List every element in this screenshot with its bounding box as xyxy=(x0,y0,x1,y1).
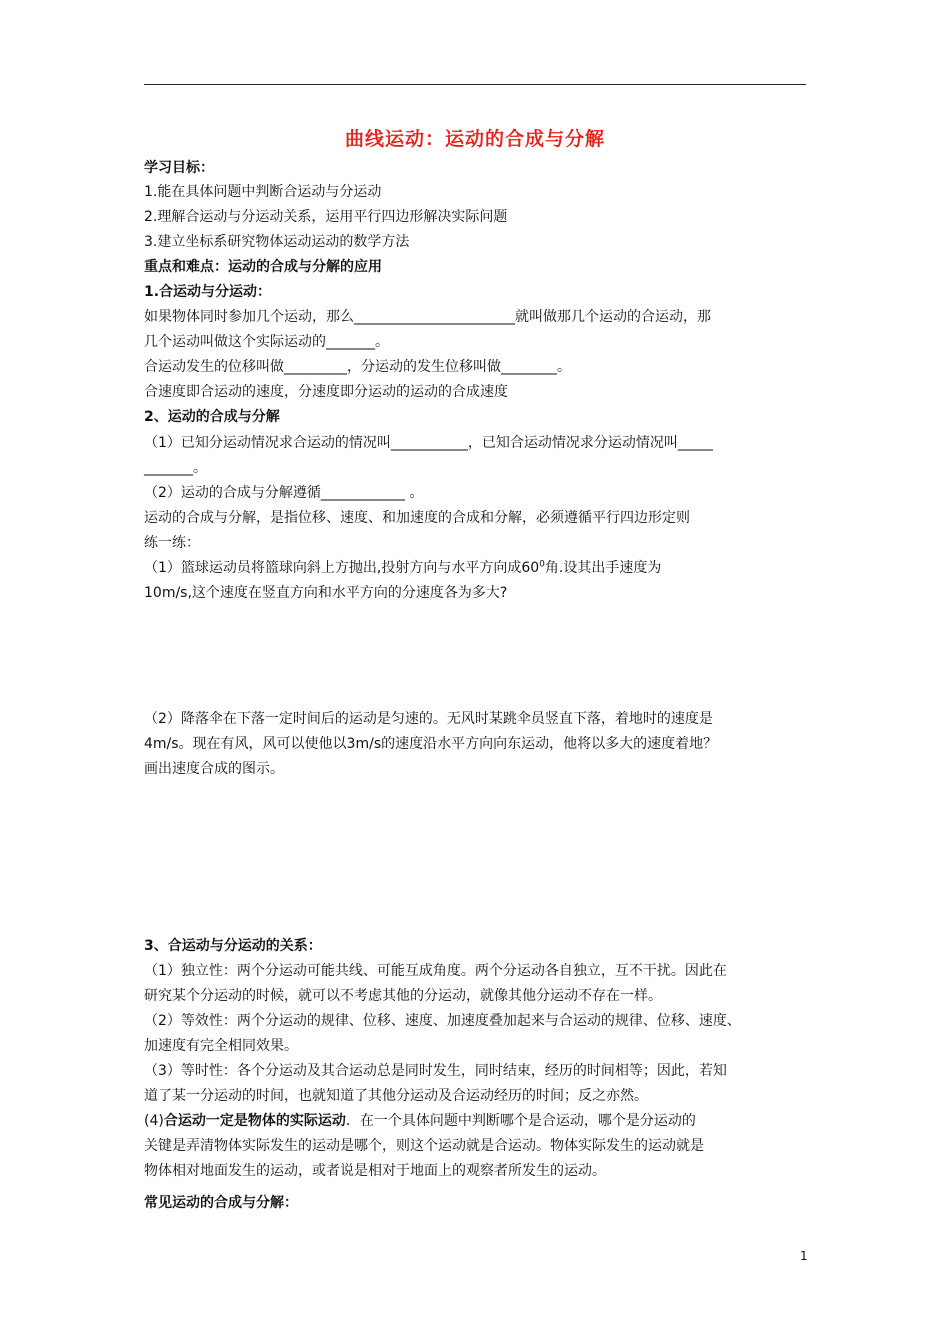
section-3-line: （3）等时性：各个分运动及其合运动总是同时发生，同时结束，经历的时间相等；因此，若知 xyxy=(144,1063,727,1079)
section-3-line: 研究某个分运动的时候，就可以不考虑其他的分运动，就像其他分运动不存在一样。 xyxy=(144,988,662,1004)
section-3-line: 关键是弄清物体实际发生的运动是哪个，则这个运动就是合运动。物体实际发生的运动就是 xyxy=(144,1138,704,1154)
exercise-2-line: 4m/s。现在有风，风可以使他以3m/s的速度沿水平方向向东运动，他将以多大的速度着地？ xyxy=(144,736,718,752)
section-1-line: 合运动发生的位移叫做_________，分运动的发生位移叫做________。 xyxy=(144,359,571,375)
item-4-text: ．在一个具体问题中判断哪个是合运动，哪个是分运动的 xyxy=(345,1113,696,1129)
page-number: 1 xyxy=(800,1249,808,1263)
exercise-1-text: （1）篮球运动员将篮球向斜上方抛出,投射方向与水平方向成60 xyxy=(144,560,540,576)
section-3-item-4 xyxy=(144,1111,696,1131)
section-3-line: 物体相对地面发生的运动，或者说是相对于地面上的观察者所发生的运动。 xyxy=(144,1163,606,1179)
section-1-line: 合速度即合运动的速度，分速度即分运动的运动的合成速度 xyxy=(144,384,508,400)
section-1-line: 如果物体同时参加几个运动，那么_______________________就叫做那几个运动的合运动，那 xyxy=(144,309,711,325)
section-3-line: （2）等效性：两个分运动的规律、位移、速度、加速度叠加起来与合运动的规律、位移、速度、 xyxy=(144,1013,741,1029)
exercise-2-line: 画出速度合成的图示。 xyxy=(144,761,284,777)
goal-item: 1.能在具体问题中判断合运动与分运动 xyxy=(144,184,382,200)
section-3-line: 道了某一分运动的时间，也就知道了其他分运动及合运动经历的时间；反之亦然。 xyxy=(144,1088,648,1104)
exercise-1-line xyxy=(144,558,661,578)
section-2-line: （2）运动的合成与分解遵循____________ 。 xyxy=(144,485,424,501)
section-1-line: 几个运动叫做这个实际运动的_______。 xyxy=(144,334,389,350)
section-2-line: 练一练： xyxy=(144,535,200,551)
degree-superscript: 0 xyxy=(539,559,545,570)
section-1-heading: 1.合运动与分运动： xyxy=(144,284,272,300)
exercise-2-line: （2）降落伞在下落一定时间后的运动是匀速的。无风时某跳伞员竖直下落，着地时的速度是 xyxy=(144,711,713,727)
goal-item: 2.理解合运动与分运动关系，运用平行四边形解决实际问题 xyxy=(144,209,508,225)
common-heading: 常见运动的合成与分解： xyxy=(144,1195,298,1211)
item-4-number: (4) xyxy=(144,1113,164,1129)
section-2-line: （1）已知分运动情况求合运动的情况叫___________，已知合运动情况求分运动情况叫_____ xyxy=(144,435,713,451)
section-3-line: 加速度有完全相同效果。 xyxy=(144,1038,298,1054)
section-3-line: （1）独立性：两个分运动可能共线、可能互成角度。两个分运动各自独立，互不干扰。因此在 xyxy=(144,963,727,979)
exercise-1-text: 角.设其出手速度为 xyxy=(544,560,662,576)
header-rule xyxy=(144,84,806,85)
goal-item: 3.建立坐标系研究物体运动运动的数学方法 xyxy=(144,234,410,250)
page-title: 曲线运动：运动的合成与分解 xyxy=(344,128,605,150)
item-4-bold: 合运动一定是物体的实际运动 xyxy=(163,1113,346,1129)
section-2-line: 运动的合成与分解，是指位移、速度、和加速度的合成和分解，必须遵循平行四边形定则 xyxy=(144,510,690,526)
section-2-heading: 2、运动的合成与分解 xyxy=(144,409,280,425)
goals-heading: 学习目标： xyxy=(144,160,214,176)
exercise-1-line: 10m/s,这个速度在竖直方向和水平方向的分速度各为多大? xyxy=(144,585,508,601)
section-3-heading: 3、合运动与分运动的关系： xyxy=(144,938,322,954)
section-2-line: _______。 xyxy=(144,460,207,476)
key-points: 重点和难点：运动的合成与分解的应用 xyxy=(144,259,382,275)
